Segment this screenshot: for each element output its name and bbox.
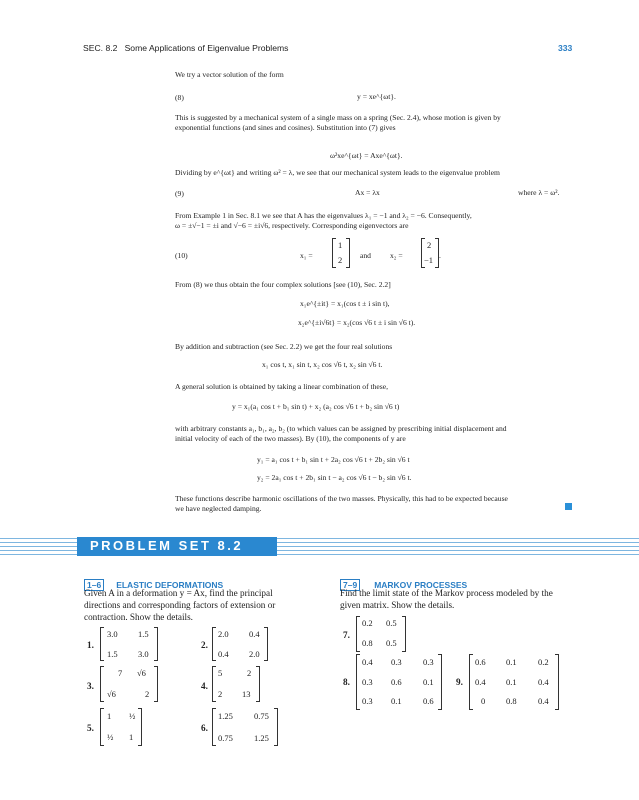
instruction-line: Find the limit state of the Markov process modeled by the <box>340 588 553 598</box>
header-title: Some Applications of Eigenvalue Problems <box>124 43 289 53</box>
instruction-line: given matrix. Show the details. <box>340 600 455 610</box>
matrix-cell: 1.25 <box>218 711 233 721</box>
matrix-cell: 1 <box>107 711 112 721</box>
matrix-cell: 0.8 <box>506 696 517 706</box>
eigenvector-x1 <box>332 238 350 268</box>
matrix-cell: 1.5 <box>138 629 149 639</box>
matrix-cell: 0.3 <box>391 657 402 667</box>
paragraph-line: ω = ±√−1 = ±i and √−6 = ±i√6, respectively. Corresponding eigenvectors are <box>175 221 409 230</box>
problem-1-matrix <box>100 627 158 661</box>
paragraph-eigenvalues <box>175 211 577 231</box>
matrix-cell: 1.25 <box>254 733 269 743</box>
equation-8: y = xe^{ωt}. <box>357 92 396 101</box>
problem-4-matrix <box>212 666 260 702</box>
problem-7-label: 7. <box>343 630 350 640</box>
matrix-cell: 2.0 <box>218 629 229 639</box>
matrix-cell: 0.1 <box>391 696 402 706</box>
x1-label: x₁ = <box>300 251 313 260</box>
problem-6-matrix <box>212 708 278 746</box>
equation-real-solutions: x₁ cos t, x₁ sin t, x₂ cos √6 t, x₂ sin √6 t. <box>262 360 383 369</box>
instructions-markov <box>340 587 580 611</box>
matrix-cell: 0.1 <box>506 677 517 687</box>
instruction-line: contraction. Show the details. <box>84 612 193 622</box>
matrix-cell: 0.3 <box>423 657 434 667</box>
matrix-cell: 0.4 <box>475 677 486 687</box>
problem-set-title: PROBLEM SET 8.2 <box>90 538 244 553</box>
matrix-cell: 0.5 <box>386 618 397 628</box>
paragraph-line: with arbitrary constants a₁, b₁, a₂, b₂ (to which values can be assigned by prescribing initial displacement and <box>175 424 507 433</box>
vector-entry: 2 <box>338 255 343 265</box>
equation-9-where: where λ = ω². <box>518 188 560 197</box>
instruction-line: Given A in a deformation y = Ax, find the principal <box>84 588 273 598</box>
matrix-cell: 3.0 <box>107 629 118 639</box>
matrix-cell: 2 <box>247 668 252 678</box>
matrix-cell: 0.4 <box>218 649 229 659</box>
problem-5-label: 5. <box>87 723 94 733</box>
matrix-cell: ½ <box>129 711 136 721</box>
matrix-cell: 0.4 <box>538 677 549 687</box>
matrix-cell: 0.5 <box>386 638 397 648</box>
equation-complex-2: x₂e^{±i√6t} = x₂(cos √6 t ± i sin √6 t). <box>298 318 416 327</box>
problem-4-label: 4. <box>201 681 208 691</box>
eigenvector-x2 <box>421 238 439 268</box>
matrix-cell: √6 <box>107 689 116 699</box>
paragraph-intro: We try a vector solution of the form <box>175 70 284 79</box>
matrix-cell: 0.3 <box>362 696 373 706</box>
problem-6-label: 6. <box>201 723 208 733</box>
matrix-cell: 1.5 <box>107 649 118 659</box>
problem-3-label: 3. <box>87 681 94 691</box>
matrix-cell: 0 <box>481 696 486 706</box>
paragraph-line: initial velocity of each of the two masses). By (10), the components of y are <box>175 434 406 443</box>
section-range: 7–9 <box>340 579 360 591</box>
vector-entry: −1 <box>424 255 434 265</box>
section-range: 1–6 <box>84 579 104 591</box>
matrix-cell: 0.6 <box>475 657 486 667</box>
matrix-cell: 0.2 <box>538 657 549 667</box>
paragraph-general: A general solution is obtained by taking a linear combination of these, <box>175 382 388 391</box>
problem-5-matrix <box>100 708 142 746</box>
instruction-line: directions and corresponding factors of extension or <box>84 600 276 610</box>
x2-label: x₂ = <box>390 251 403 260</box>
equation-y1: y₁ = a₁ cos t + b₁ sin t + 2a₂ cos √6 t + 2b₂ sin √6 t <box>257 455 410 464</box>
matrix-cell: 0.75 <box>218 733 233 743</box>
matrix-cell: 5 <box>218 668 223 678</box>
matrix-cell: 3.0 <box>138 649 149 659</box>
vector-entry: 2 <box>427 240 432 250</box>
paragraph-suggested <box>175 113 577 133</box>
paragraph-line: we have neglected damping. <box>175 504 262 513</box>
vector-entry: 1 <box>338 240 343 250</box>
problem-7-matrix <box>356 616 406 652</box>
equation-general: y = x₁(a₁ cos t + b₁ sin t) + x₂ (a₂ cos √6 t + b₂ sin √6 t) <box>232 402 400 411</box>
matrix-cell: 0.2 <box>362 618 373 628</box>
paragraph-line: exponential functions (and sines and cosines). Substitution into (7) gives <box>175 123 396 132</box>
matrix-cell: 0.1 <box>423 677 434 687</box>
problem-2-label: 2. <box>201 640 208 650</box>
paragraph-real: By addition and subtraction (see Sec. 2.2) we get the four real solutions <box>175 342 393 351</box>
matrix-cell: 2 <box>218 689 223 699</box>
problem-1-label: 1. <box>87 640 94 650</box>
equation-substitution: ω²xe^{ωt} = Axe^{ωt}. <box>330 151 403 160</box>
paragraph-constants <box>175 424 577 444</box>
problem-3-matrix <box>100 666 158 702</box>
and-word: and <box>360 251 371 260</box>
instructions-elastic <box>84 587 330 623</box>
matrix-cell: 0.6 <box>423 696 434 706</box>
matrix-cell: 7 <box>118 668 123 678</box>
x2-period: . <box>439 251 441 260</box>
matrix-cell: ½ <box>107 732 114 742</box>
equation-y2: y₂ = 2a₁ cos t + 2b₁ sin t − a₂ cos √6 t − b₂ sin √6 t. <box>257 473 412 482</box>
equation-9: Ax = λx <box>355 188 380 197</box>
paragraph-line: From Example 1 in Sec. 8.1 we see that A has the eigenvalues λ₁ = −1 and λ₂ = −6. Consequently, <box>175 211 472 220</box>
matrix-cell: 0.1 <box>506 657 517 667</box>
matrix-cell: 0.6 <box>391 677 402 687</box>
matrix-cell: 0.4 <box>362 657 373 667</box>
end-of-example-mark <box>565 503 572 510</box>
section-title: MARKOV PROCESSES <box>374 580 468 590</box>
matrix-cell: √6 <box>137 668 146 678</box>
matrix-cell: 1 <box>129 732 134 742</box>
paragraph-line: These functions describe harmonic oscillations of the two masses. Physically, this had to be expected because <box>175 494 508 503</box>
paragraph-complex: From (8) we thus obtain the four complex solutions [see (10), Sec. 2.2] <box>175 280 391 289</box>
eq9-label: (9) <box>175 189 184 198</box>
paragraph-line: This is suggested by a mechanical system of a single mass on a spring (Sec. 2.4), whose motion is given by <box>175 113 501 122</box>
header-section: SEC. 8.2 <box>83 43 118 53</box>
problem-9-matrix <box>469 654 559 710</box>
matrix-cell: 2 <box>145 689 150 699</box>
problem-9-label: 9. <box>456 677 463 687</box>
paragraph-harmonic <box>175 494 577 514</box>
paragraph-dividing: Dividing by e^{ωt} and writing ω² = λ, we see that our mechanical system leads to the eigenvalue problem <box>175 168 500 177</box>
matrix-cell: 2.0 <box>249 649 260 659</box>
eq10-label: (10) <box>175 251 188 260</box>
matrix-cell: 0.75 <box>254 711 269 721</box>
eq8-label: (8) <box>175 93 184 102</box>
matrix-cell: 13 <box>242 689 251 699</box>
problem-2-matrix <box>212 627 268 661</box>
page-number: 333 <box>558 43 573 53</box>
running-header <box>83 43 288 53</box>
matrix-cell: 0.4 <box>249 629 260 639</box>
problem-8-matrix <box>356 654 442 710</box>
equation-complex-1: x₁e^{±it} = x₁(cos t ± i sin t), <box>300 299 390 308</box>
section-title: ELASTIC DEFORMATIONS <box>116 580 224 590</box>
matrix-cell: 0.8 <box>362 638 373 648</box>
matrix-cell: 0.3 <box>362 677 373 687</box>
matrix-cell: 0.4 <box>538 696 549 706</box>
problem-8-label: 8. <box>343 677 350 687</box>
